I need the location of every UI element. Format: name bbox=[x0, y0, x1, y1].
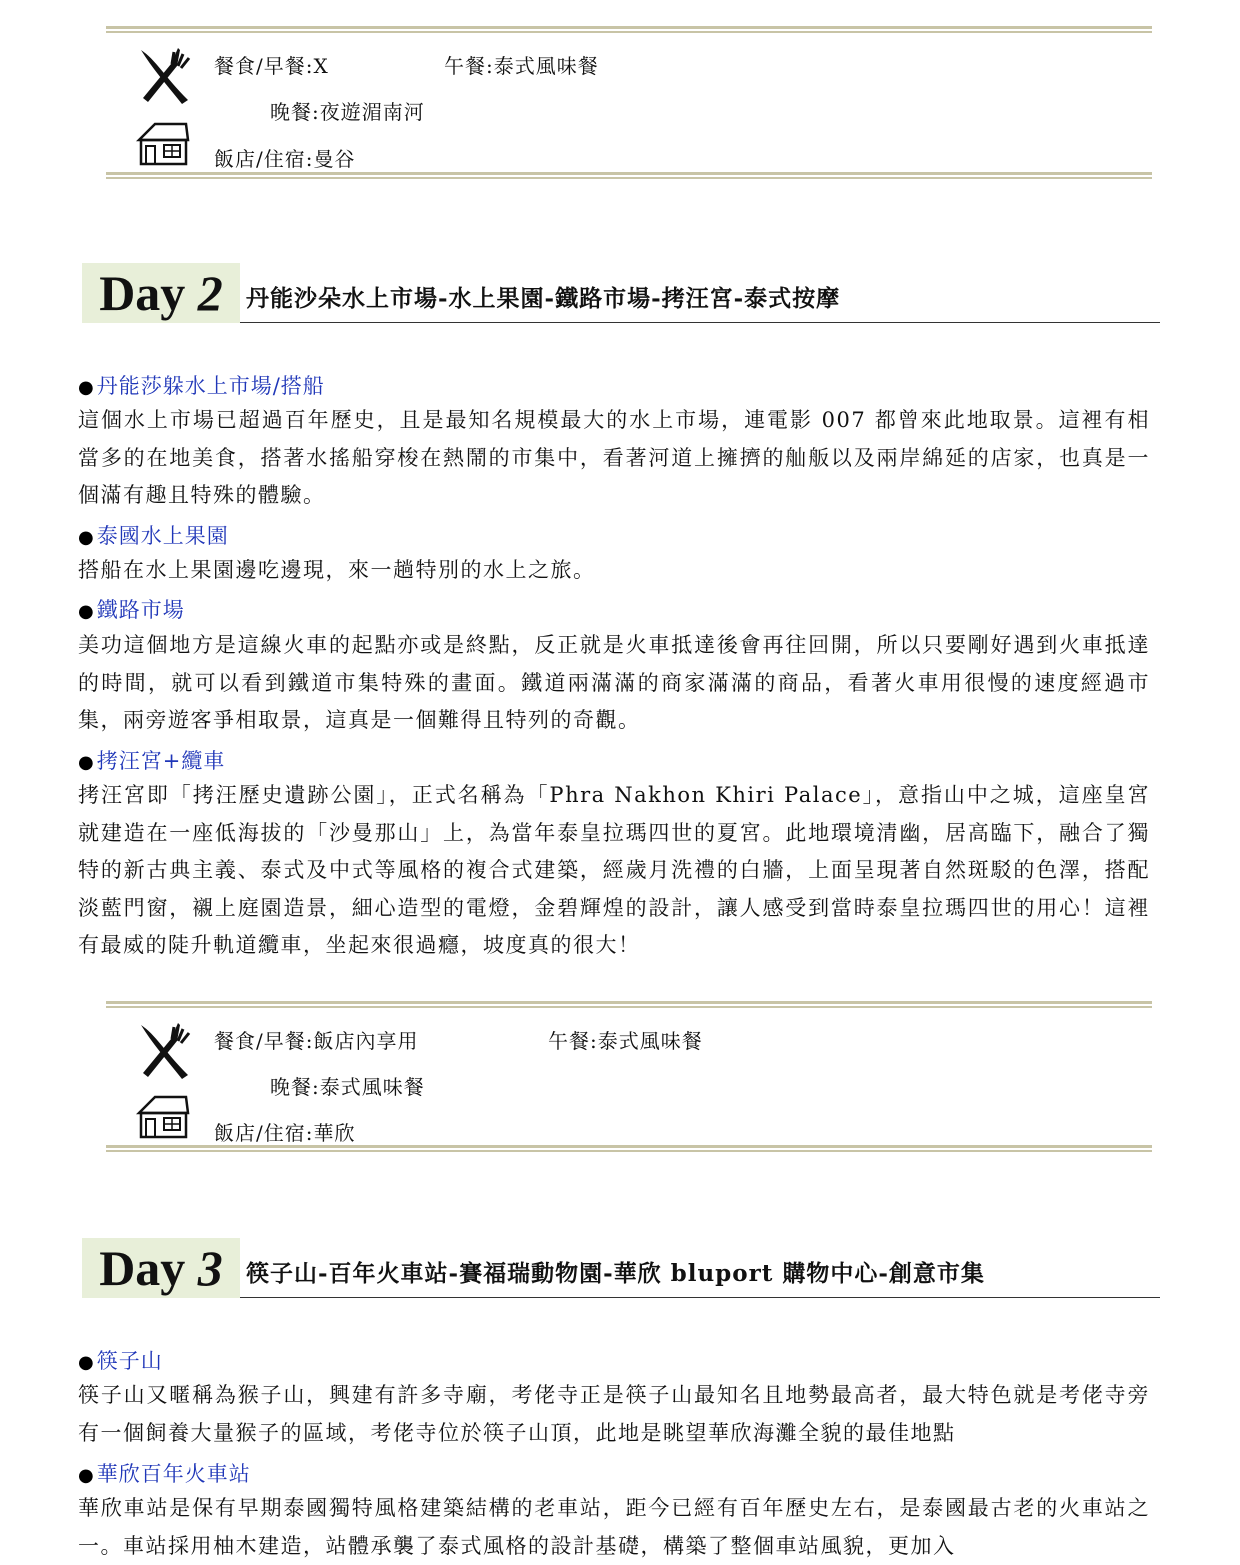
section-body: 美功這個地方是這線火車的起點亦或是終點，反正就是火車抵達後會再往回開，所以只要剛好遇到火車抵達的時間，就可以看到鐵道市集特殊的畫面。鐵道兩滿滿的商家滿滿的商品，看著火車用很慢的速度經過市集，兩旁遊客爭相取景，這真是一個難得且特列的奇觀。 bbox=[78, 633, 1150, 732]
divider bbox=[106, 1001, 1152, 1008]
day-label: Day bbox=[99, 1240, 186, 1296]
section-heading: ●華欣百年火車站 bbox=[78, 1462, 251, 1486]
day-label: Day bbox=[99, 265, 186, 321]
meal-dinner: 晚餐:泰式風味餐 bbox=[270, 1075, 425, 1099]
meal-breakfast: 餐食/早餐:X bbox=[214, 54, 329, 78]
house-icon bbox=[136, 120, 190, 166]
section-heading: ●筷子山 bbox=[78, 1349, 163, 1373]
day2-info-box bbox=[106, 1001, 1152, 1159]
meal-lunch: 午餐:泰式風味餐 bbox=[548, 1029, 703, 1053]
divider bbox=[106, 26, 1152, 33]
section-body: 搭船在水上果園邊吃邊現，來一趟特別的水上之旅。 bbox=[78, 558, 596, 582]
section-heading: ●拷汪宮+纜車 bbox=[78, 749, 226, 773]
meal-dinner: 晚餐:夜遊湄南河 bbox=[270, 100, 425, 124]
hotel-info: 飯店/住宿:曼谷 bbox=[214, 147, 356, 171]
day2-rule bbox=[240, 322, 1160, 323]
section-heading: ●鐵路市場 bbox=[78, 598, 185, 622]
day3-rule bbox=[240, 1297, 1160, 1298]
hotel-info: 飯店/住宿:華欣 bbox=[214, 1121, 356, 1145]
day-number: 2 bbox=[197, 265, 223, 321]
house-icon bbox=[136, 1093, 190, 1139]
day2-badge bbox=[82, 263, 240, 323]
divider bbox=[106, 172, 1152, 179]
meal-lunch: 午餐:泰式風味餐 bbox=[444, 54, 599, 78]
day2-title: 丹能沙朵水上市場-水上果園-鐵路市場-拷汪宮-泰式按摩 bbox=[246, 285, 841, 312]
section-body: 筷子山又暱稱為猴子山，興建有許多寺廟，考佬寺正是筷子山最知名且地勢最高者，最大特色就是考佬寺旁有一個飼養大量猴子的區域，考佬寺位於筷子山頂，此地是眺望華欣海灘全貌的最佳地點 bbox=[78, 1383, 1150, 1445]
meal-breakfast: 餐食/早餐:飯店內享用 bbox=[214, 1029, 419, 1053]
section-body: 這個水上市場已超過百年歷史，且是最知名規模最大的水上市場，連電影 007 都曾來此地取景。這裡有相當多的在地美食，搭著水搖船穿梭在熱鬧的市集中，看著河道上擁擠的舢舨以及兩岸綿延的店家，也真是一個滿有趣且特殊的體驗。 bbox=[78, 408, 1150, 507]
section-heading: ●丹能莎躲水上市場/搭船 bbox=[78, 374, 325, 398]
fork-knife-icon bbox=[136, 46, 196, 106]
day3-title: 筷子山-百年火車站-賽福瑞動物園-華欣 bluport 購物中心-創意市集 bbox=[246, 1260, 985, 1287]
day3-badge bbox=[82, 1238, 240, 1298]
section-body: 拷汪宮即「拷汪歷史遺跡公園」，正式名稱為「Phra Nakhon Khiri Palace」，意指山中之城，這座皇宮就建造在一座低海拔的「沙曼那山」上，為當年泰皇拉瑪四世的夏宮。此地環境清幽，居高臨下，融合了獨特的新古典主義、泰式及中式等風格的複合式建築，經歲月洗禮的白牆，上面呈現著自然斑駁的色澤，搭配淡藍門窗，襯上庭園造景，細心造型的電燈，金碧輝煌的設計，讓人感受到當時泰皇拉瑪四世的用心！這裡有最威的陡升軌道纜車，坐起來很過癮，坡度真的很大！ bbox=[78, 783, 1150, 957]
divider bbox=[106, 1145, 1152, 1152]
day1-info-box bbox=[106, 26, 1152, 184]
fork-knife-icon bbox=[136, 1021, 196, 1081]
section-body: 華欣車站是保有早期泰國獨特風格建築結構的老車站，距今已經有百年歷史左右，是泰國最古老的火車站之一。車站採用柚木建造，站體承襲了泰式風格的設計基礎，構築了整個車站風貌，更加入 bbox=[78, 1496, 1150, 1558]
day-number: 3 bbox=[197, 1240, 223, 1296]
section-heading: ●泰國水上果園 bbox=[78, 524, 229, 548]
